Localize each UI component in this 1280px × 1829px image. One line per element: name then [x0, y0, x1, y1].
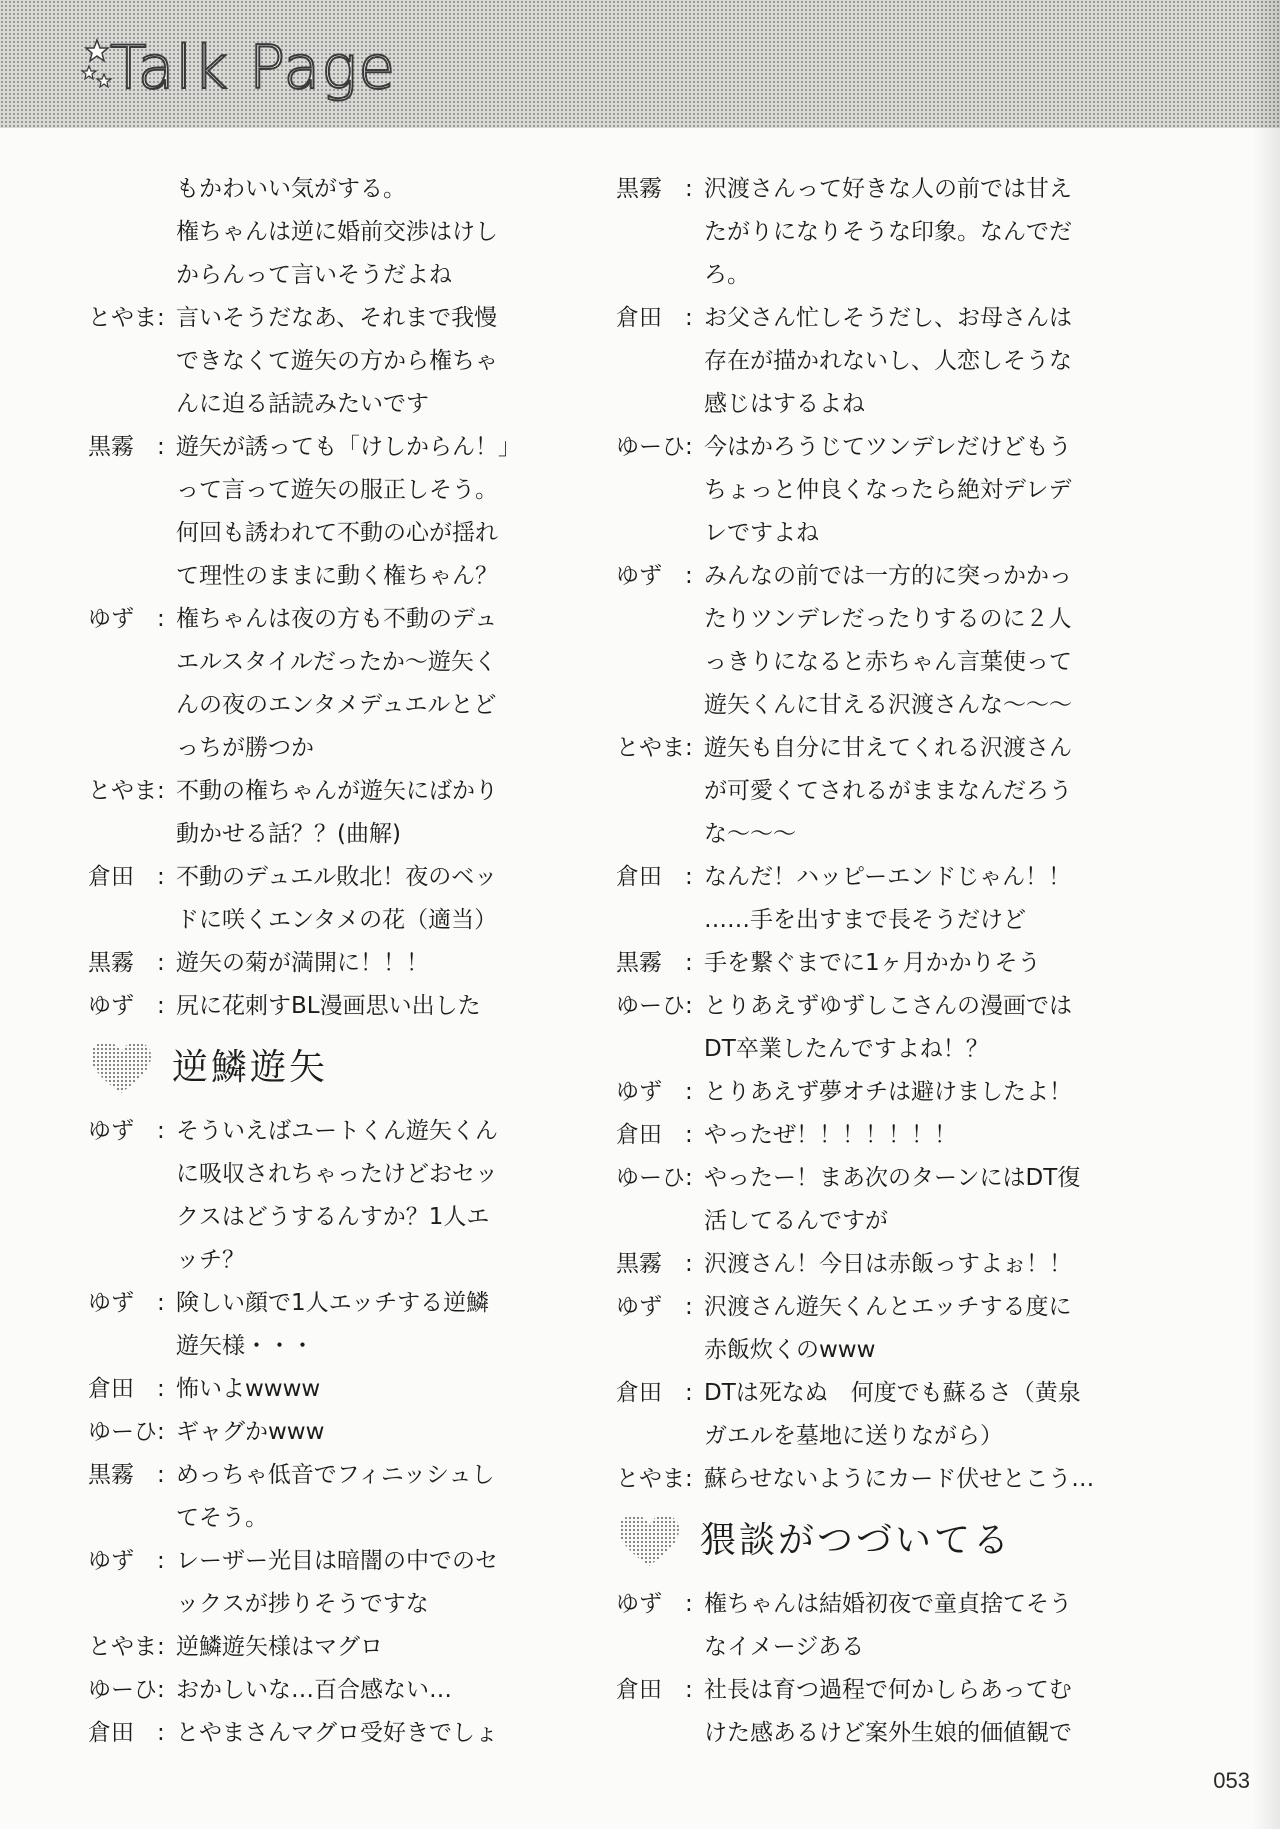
speaker-name: 倉田 :: [88, 1376, 165, 1402]
dialogue-entry: [88, 1712, 548, 1755]
utterance: [176, 1282, 548, 1368]
speaker-name: ゆず :: [88, 1290, 165, 1316]
dialogue-entry: [88, 1669, 548, 1712]
header-band: [0, 0, 1280, 128]
text-line: たりツンデレだったりするのに２人: [704, 606, 1072, 632]
utterance: [704, 1458, 1106, 1501]
utterance: [704, 856, 1106, 942]
dialogue-entry: [88, 770, 548, 856]
text-line: めっちゃ低音でフィニッシュし: [176, 1462, 495, 1488]
utterance: [704, 1157, 1106, 1243]
text-line: レですよね: [704, 520, 819, 546]
page-title: Talk Page: [110, 33, 397, 103]
text-line: 怖いよwwww: [176, 1376, 321, 1402]
speaker-name: 倉田 :: [616, 305, 693, 331]
utterance: [176, 1540, 548, 1626]
section-title: 逆鱗遊矢: [172, 1047, 329, 1088]
text-line: エルスタイルだったか〜遊矢く: [176, 649, 497, 675]
dialogue-entry: [616, 942, 1106, 985]
text-line: からんって言いそうだよね: [176, 262, 452, 288]
utterance: [176, 598, 548, 770]
speaker-name: とやま:: [88, 778, 165, 804]
speaker-name: ゆず :: [88, 606, 165, 632]
text-line: やったー！まあ次のターンにはDT復: [704, 1165, 1081, 1191]
dialogue-entry: [616, 985, 1106, 1071]
dialogue-entry: [88, 426, 548, 598]
speaker-name: 黒霧 :: [616, 950, 693, 976]
text-line: とりあえずゆずしこさんの漫画では: [704, 993, 1072, 1019]
heart-icon: [616, 1512, 682, 1570]
stars-icon: [80, 36, 114, 96]
utterance: [704, 555, 1106, 727]
text-line: 逆鱗遊矢様はマグロ: [176, 1634, 383, 1660]
utterance: [704, 727, 1106, 856]
dialogue-entry: [616, 856, 1106, 942]
text-line: 動かせる話？？(曲解): [176, 821, 401, 847]
dialogue-entry: [88, 985, 548, 1028]
text-line: 何回も誘われて不動の心が揺れ: [176, 520, 498, 546]
dialogue-entry: [88, 1411, 548, 1454]
dialogue-list: [88, 297, 548, 1028]
speaker-name: 倉田 :: [616, 1122, 693, 1148]
section-title: 猥談がつづいてる: [700, 1520, 1013, 1561]
text-line: 遊矢が誘っても「けしからん！」: [176, 434, 521, 460]
dialogue-entry: [88, 1626, 548, 1669]
text-line: レーザー光目は暗闇の中でのセ: [176, 1548, 498, 1574]
dialogue-entry: [88, 598, 548, 770]
text-line: んの夜のエンタメデュエルとど: [176, 692, 497, 718]
text-line: 権ちゃんは結婚初夜で童貞捨てそう: [704, 1591, 1072, 1617]
utterance: [704, 1669, 1106, 1755]
speaker-name: ゆーひ:: [616, 1165, 693, 1191]
text-line: そういえばユートくん遊矢くん: [176, 1118, 498, 1144]
speaker-name: ゆず :: [88, 993, 165, 1019]
speaker-name: 黒霧 :: [616, 1251, 693, 1277]
section-heading: [88, 1032, 548, 1104]
text-line: クスはどうするんすか？1人エ: [176, 1204, 490, 1230]
speaker-name: 黒霧 :: [88, 434, 165, 460]
text-line: っきりになると赤ちゃん言葉使って: [704, 649, 1072, 675]
heart-icon: [88, 1039, 154, 1097]
speaker-name: ゆーひ:: [88, 1677, 165, 1703]
text-line: DT卒業したんですよね！？: [704, 1036, 989, 1062]
text-line: 存在が描かれないし、人恋しそうな: [704, 348, 1072, 374]
text-line: 沢渡さん！今日は赤飯っすよぉ！！: [704, 1251, 1072, 1277]
dialogue-entry: [88, 1540, 548, 1626]
utterance: [176, 856, 548, 942]
utterance: [176, 1626, 548, 1669]
right-column: [616, 168, 1106, 1755]
text-line: 遊矢の菊が満開に！！！: [176, 950, 429, 976]
text-line: っちが勝つか: [176, 735, 314, 761]
utterance: [176, 1411, 548, 1454]
dialogue-entry: [88, 1110, 548, 1282]
dialogue-entry: [616, 1372, 1106, 1458]
text-line: 遊矢様・・・: [176, 1333, 314, 1359]
dialogue-entry: [616, 1157, 1106, 1243]
speaker-name: 倉田 :: [616, 1677, 693, 1703]
text-line: DTは死なぬ 何度でも蘇るさ（黄泉: [704, 1380, 1081, 1406]
dialogue-entry: [616, 1114, 1106, 1157]
speaker-name: とやま:: [88, 1634, 165, 1660]
text-line: なイメージある: [704, 1634, 865, 1660]
left-column: [88, 168, 548, 1755]
page-number: 053: [1213, 1768, 1250, 1793]
text-line: 感じはするよね: [704, 391, 865, 417]
speaker-name: とやま:: [88, 305, 165, 331]
text-line: んに迫る話読みたいです: [176, 391, 429, 417]
utterance: [704, 1071, 1106, 1114]
utterance: [176, 770, 548, 856]
text-line: もかわいい気がする。: [176, 176, 406, 202]
utterance: [704, 1114, 1106, 1157]
text-line: おかしいな…百合感ない…: [176, 1677, 452, 1703]
speaker-name: とやま:: [616, 1466, 693, 1492]
text-line: って言って遊矢の服正しそう。: [176, 477, 498, 503]
text-line: 赤飯炊くのwww: [704, 1337, 876, 1363]
speaker-name: とやま:: [616, 735, 693, 761]
dialogue-entry: [88, 1454, 548, 1540]
utterance: [704, 168, 1106, 297]
text-line: 不動のデュエル敗北！夜のベッ: [176, 864, 498, 890]
utterance: [704, 942, 1106, 985]
dialogue-entry: [88, 1368, 548, 1411]
dialogue-entry: [616, 555, 1106, 727]
text-line: ギャグかwww: [176, 1419, 325, 1445]
speaker-name: 黒霧 :: [616, 176, 693, 202]
dialogue-entry: [616, 1458, 1106, 1501]
text-line: 権ちゃんは逆に婚前交渉はけし: [176, 219, 498, 245]
dialogue-list: [88, 1110, 548, 1755]
dialogue-entry: [616, 1669, 1106, 1755]
dialogue-entry: [616, 1583, 1106, 1669]
utterance: [704, 426, 1106, 555]
utterance: [704, 1583, 1106, 1669]
text-line: たがりになりそうな印象。なんでだ: [704, 219, 1072, 245]
speaker-name: ゆず :: [88, 1118, 165, 1144]
text-line: できなくて遊矢の方から権ちゃ: [176, 348, 498, 374]
speaker-name: 倉田 :: [88, 1720, 165, 1746]
utterance: [176, 426, 548, 598]
text-line: 遊矢も自分に甘えてくれる沢渡さん: [704, 735, 1072, 761]
utterance: [176, 942, 548, 985]
text-line: ろ。: [704, 262, 750, 288]
page-edge-shadow: [1252, 0, 1280, 1829]
text-line: とりあえず夢オチは避けましたよ！: [704, 1079, 1072, 1105]
dialogue-entry: [616, 426, 1106, 555]
text-line: 遊矢くんに甘える沢渡さんな〜〜〜: [704, 692, 1072, 718]
text-line: 活してるんですが: [704, 1208, 888, 1234]
text-line: ドに咲くエンタメの花（適当）: [176, 907, 498, 933]
dialogue-entry: [616, 1286, 1106, 1372]
text-line: 尻に花刺すBL漫画思い出した: [176, 993, 481, 1019]
speaker-name: 倉田 :: [88, 864, 165, 890]
utterance: [176, 985, 548, 1028]
speaker-name: ゆーひ:: [616, 434, 693, 460]
speaker-name: ゆず :: [616, 1079, 693, 1105]
dialogue-entry: [616, 1243, 1106, 1286]
text-line: 今はかろうじてツンデレだけどもう: [704, 434, 1072, 460]
speaker-name: ゆず :: [616, 1591, 693, 1617]
text-line: ックスが捗りそうですな: [176, 1591, 429, 1617]
dialogue-list: [616, 168, 1106, 1501]
text-line: 険しい顔で1人エッチする逆鱗: [176, 1290, 490, 1316]
text-line: やったぜ！！！！！！！: [704, 1122, 957, 1148]
dialogue-entry: [88, 856, 548, 942]
text-line: 権ちゃんは夜の方も不動のデュ: [176, 606, 498, 632]
text-line: てそう。: [176, 1505, 268, 1531]
utterance: [176, 1454, 548, 1540]
text-line: みんなの前では一方的に突っかかっ: [704, 563, 1072, 589]
speaker-name: ゆず :: [88, 1548, 165, 1574]
utterance: [704, 1372, 1106, 1458]
text-line: 言いそうだなあ、それまで我慢: [176, 305, 498, 331]
utterance: [176, 1669, 548, 1712]
text-line: 蘇らせないようにカード伏せとこう…: [704, 1466, 1095, 1492]
text-line: ……手を出すまで長そうだけど: [704, 907, 1026, 933]
speaker-name: ゆーひ:: [616, 993, 693, 1019]
text-line: が可愛くてされるがままなんだろう: [704, 778, 1072, 804]
utterance: [176, 1368, 548, 1411]
text-line: 社長は育つ過程で何かしらあってむ: [704, 1677, 1072, 1703]
text-line: とやまさんマグロ受好きでしょ: [176, 1720, 498, 1746]
text-line: ちょっと仲良くなったら絶対デレデ: [704, 477, 1072, 503]
dialogue-entry: [88, 942, 548, 985]
dialogue-entry: [616, 168, 1106, 297]
dialogue-entry: [616, 727, 1106, 856]
utterance: [176, 297, 548, 426]
speaker-name: 倉田 :: [616, 1380, 693, 1406]
text-line: な〜〜〜: [704, 821, 796, 847]
utterance: [176, 1712, 548, 1755]
text-line: ガエルを墓地に送りながら）: [704, 1423, 1003, 1449]
text-line: 手を繋ぐまでに1ヶ月かかりそう: [704, 950, 1041, 976]
dialogue-list: [616, 1583, 1106, 1755]
utterance: [704, 297, 1106, 426]
dialogue-entry: [616, 1071, 1106, 1114]
utterance: [176, 1110, 548, 1282]
dialogue-entry: [616, 297, 1106, 426]
utterance: [704, 1243, 1106, 1286]
text-line: 沢渡さんって好きな人の前では甘え: [704, 176, 1072, 202]
text-line: 不動の権ちゃんが遊矢にばかり: [176, 778, 498, 804]
speaker-name: 倉田 :: [616, 864, 693, 890]
text-line: に吸収されちゃったけどおセッ: [176, 1161, 498, 1187]
text-line: 沢渡さん遊矢くんとエッチする度に: [704, 1294, 1072, 1320]
text-line: て理性のままに動く権ちゃん？: [176, 563, 498, 589]
text-line: なんだ！ハッピーエンドじゃん！！: [704, 864, 1072, 890]
speaker-name: 黒霧 :: [88, 1462, 165, 1488]
utterance: [704, 1286, 1106, 1372]
section-heading: [616, 1505, 1106, 1577]
speaker-name: ゆず :: [616, 1294, 693, 1320]
text-line: お父さん忙しそうだし、お母さんは: [704, 305, 1072, 331]
text-line: ッチ？: [176, 1247, 245, 1273]
dialogue-entry: [88, 297, 548, 426]
speaker-name: ゆーひ:: [88, 1419, 165, 1445]
utterance: [704, 985, 1106, 1071]
continuation-text: [88, 168, 548, 297]
text-line: けた感あるけど案外生娘的価値観で: [704, 1720, 1072, 1746]
speaker-name: ゆず :: [616, 563, 693, 589]
dialogue-entry: [88, 1282, 548, 1368]
speaker-name: 黒霧 :: [88, 950, 165, 976]
